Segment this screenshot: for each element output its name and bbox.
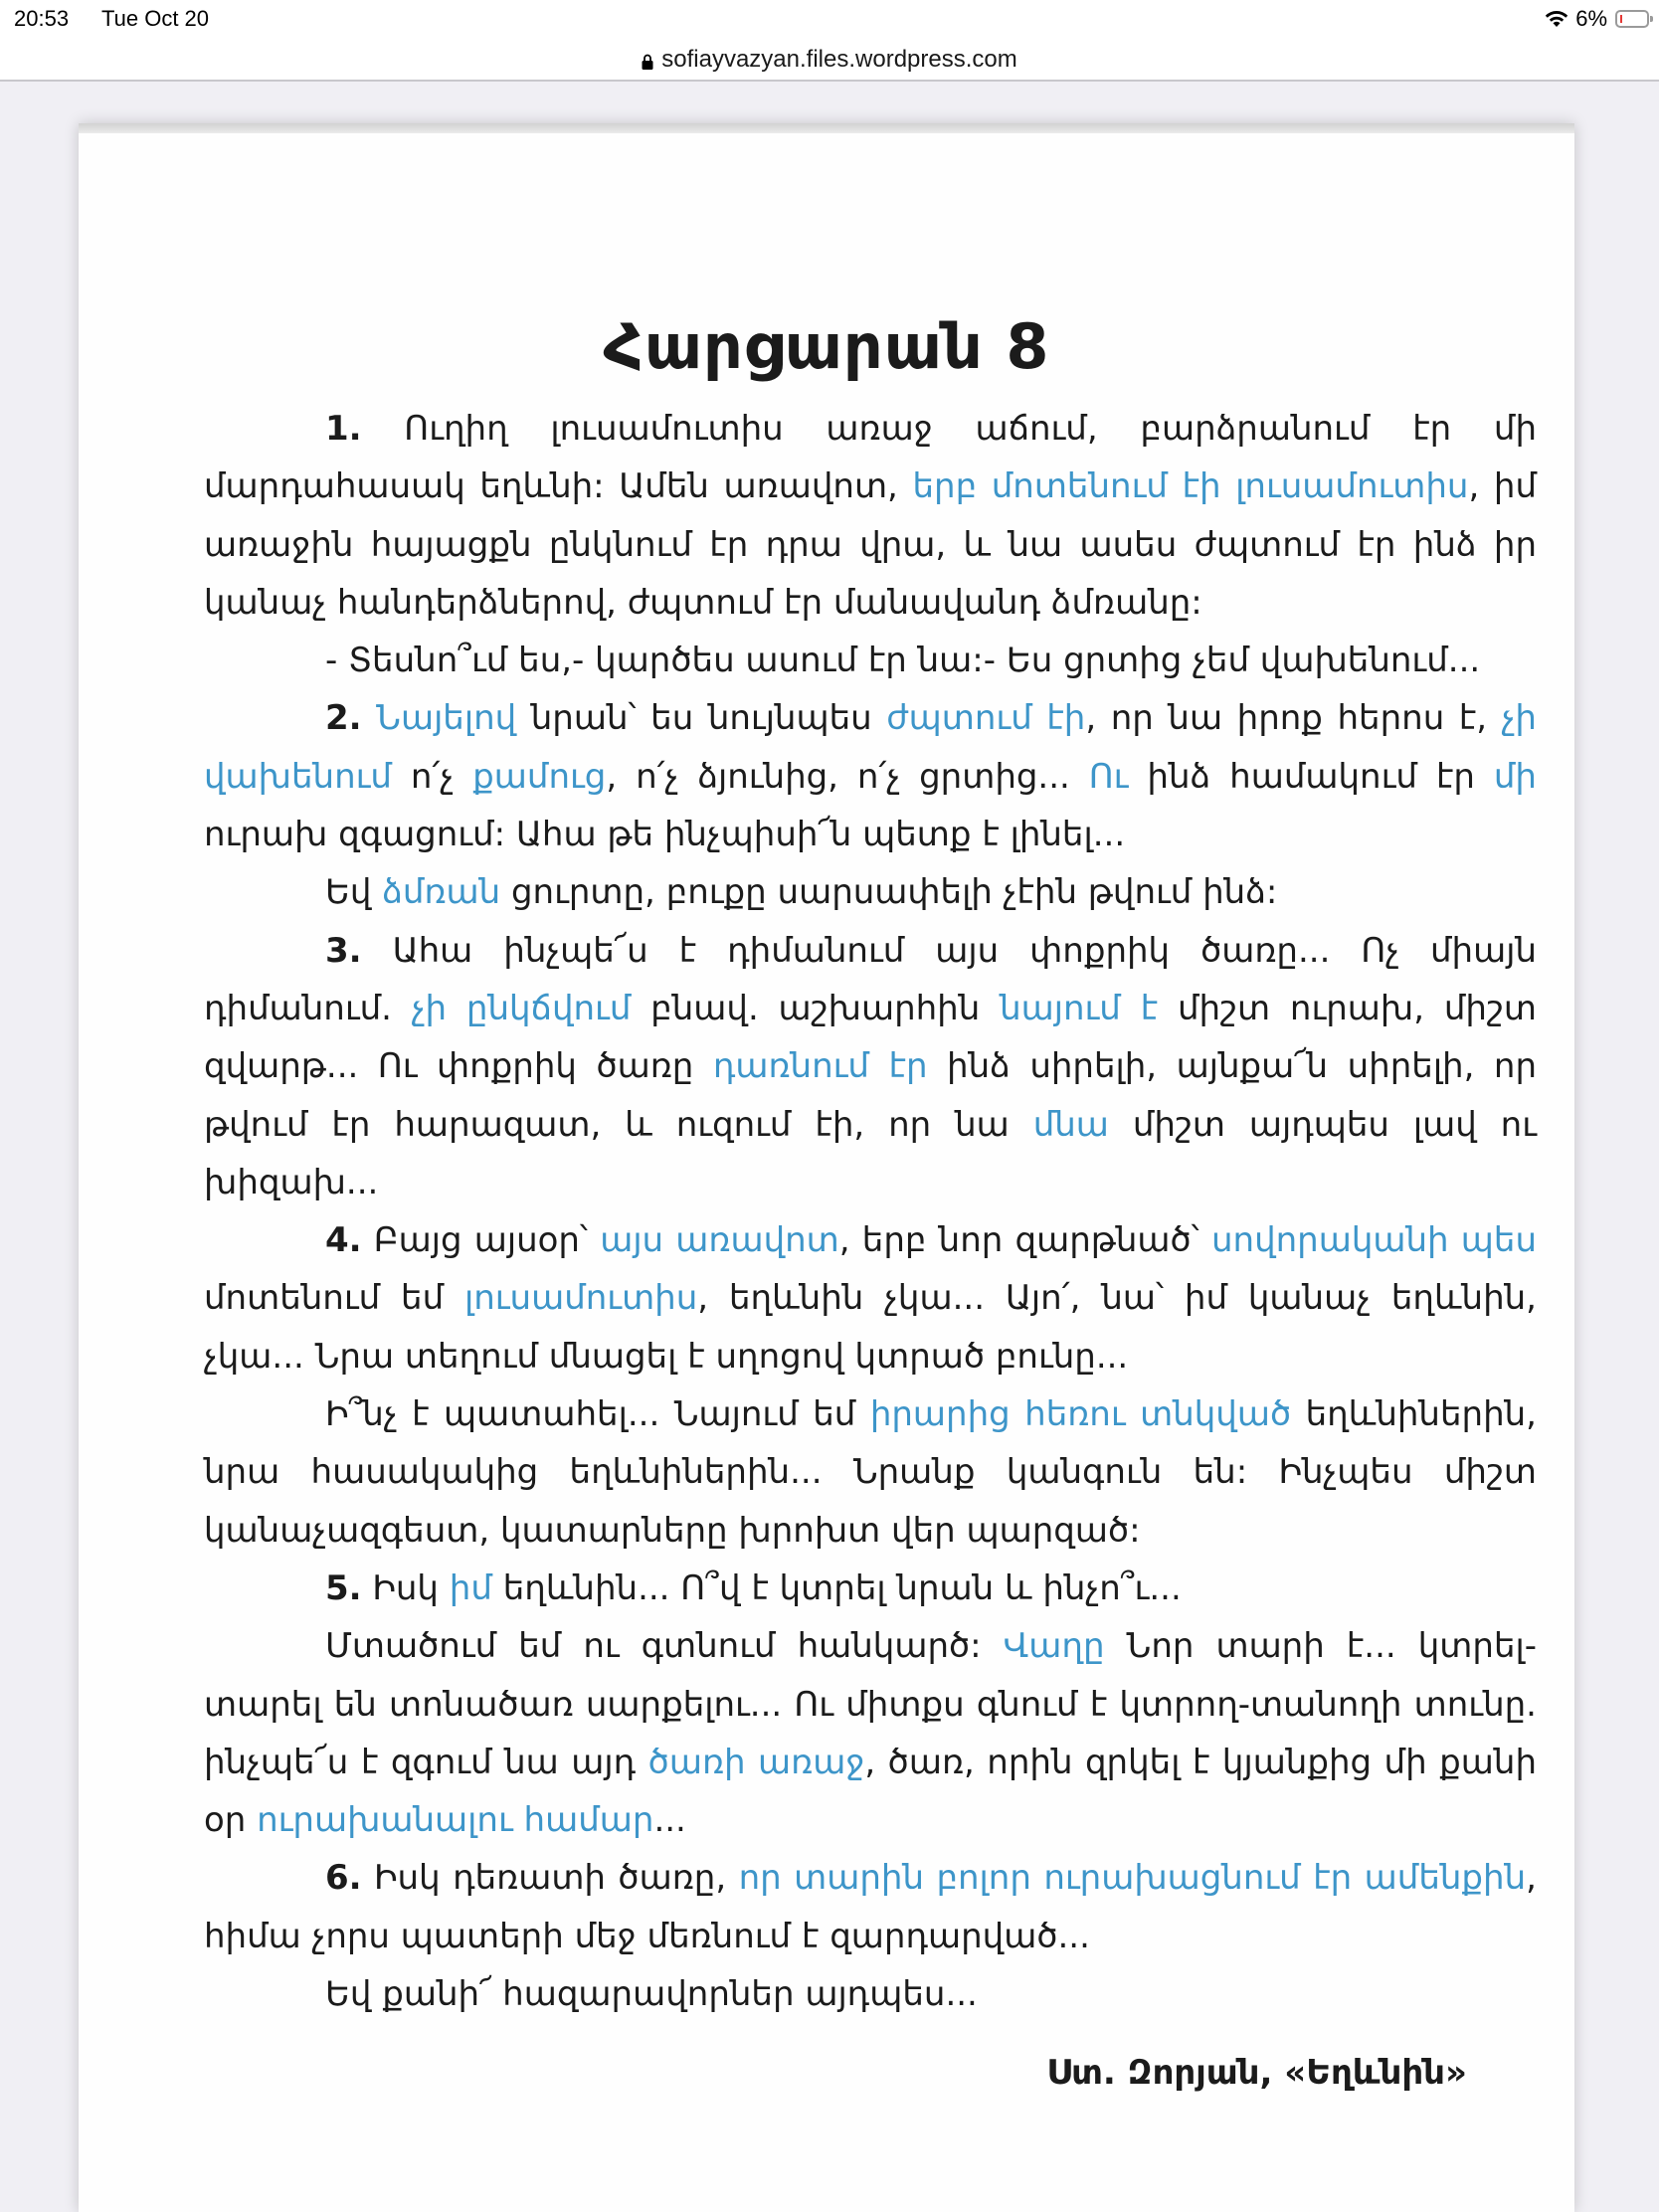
highlighted-phrase: մնա: [1032, 1104, 1109, 1145]
text-segment: Ուղիղ լուսամուտիս առաջ աճում, բարձրանում էր մի մարդահասակ եղևնի: Ամեն առավոտ,: [204, 409, 1537, 507]
text-segment: , երբ նոր զարթնած՝: [838, 1220, 1211, 1261]
highlighted-phrase: քամուց: [472, 756, 607, 797]
text-segment: Մտածում եմ ու գտնում հանկարծ:: [325, 1626, 1004, 1667]
paragraph: [204, 1560, 1537, 1617]
text-segment: եղևնիներին, նրա հասակակից եղևնիներին... Նրանք կանգուն են: Ինչպես միշտ կանաչազգեստ, կատարները խրոխտ վեր պարզած:: [204, 1394, 1537, 1551]
highlighted-phrase: ժպտում էի: [886, 698, 1086, 739]
text-segment: ինձ սիրելի, այնքա՜ն սիրելի, որ թվում էր հարազատ, և ուզում էի, որ նա: [204, 1046, 1538, 1145]
text-segment: ...: [653, 1800, 686, 1841]
highlighted-phrase: որ տարին բոլոր ուրախացնում էր ամենքին: [738, 1858, 1527, 1899]
text-segment: միշտ ուրախ, միշտ զվարթ... Ու փոքրիկ ծառը: [204, 988, 1537, 1087]
status-date: Tue Oct 20: [101, 6, 210, 31]
battery-level-fill: [1620, 15, 1622, 23]
text-segment: բնավ. աշխարհին: [631, 988, 1001, 1028]
text-segment: , իմ առաջին հայացքն ընկնում էր դրա վրա, և նա ասես ժպտում էր ինձ իր կանաչ հանդերձներով, ժպտում էր մանավանդ ձմռանը:: [204, 466, 1537, 623]
text-segment: ուրախ զգացում: Ահա թե ինչպիսի՜ն պետք է լինել...: [204, 815, 1126, 855]
battery-icon: [1615, 10, 1649, 28]
text-segment: - Տեսնո՞ւմ ես,- կարծես ասում էր նա:- Ես ցրտից չեմ վախենում...: [325, 641, 1481, 681]
lock-icon: [642, 54, 653, 70]
status-time: 20:53: [14, 6, 70, 31]
highlighted-phrase: երբ մոտենում էի լուսամուտիս: [912, 466, 1469, 507]
paragraph: [204, 1849, 1537, 1965]
highlighted-phrase: ծառի առաջ: [647, 1742, 865, 1782]
status-bar: [0, 0, 1659, 40]
text-segment: Ահա ինչպե՜ս է դիմանում այս փոքրիկ ծառը... Ոչ միայն դիմանում.: [204, 930, 1537, 1028]
paragraph: [204, 863, 1537, 921]
page-edge: [79, 123, 1574, 133]
text-segment: , եղևնին չկա... Այո՛, նա՝ իմ կանաչ եղևնին, չկա... Նրա տեղում մնացել է սղոցով կտրած բունը...: [204, 1278, 1537, 1377]
battery-percent: 6%: [1575, 6, 1607, 31]
text-segment: ցուրտը, բուքը սարսափելի չէին թվում ինձ:: [500, 872, 1278, 913]
text-segment: Նոր տարի է... կտրել-տարել են տոնածառ սարքելու... Ու միտքս գնում է կտրող-տանողի տունը. ինչպե՜ս է զգում նա այդ: [204, 1626, 1537, 1782]
paragraph-number: 5.: [325, 1567, 362, 1608]
paragraph-number: 2.: [325, 698, 362, 739]
text-segment: ո՛չ: [391, 756, 473, 797]
paragraph: [204, 1617, 1537, 1849]
highlighted-phrase: սովորականի պես: [1210, 1220, 1538, 1261]
text-segment: Ի՞նչ է պատահել... Նայում եմ: [325, 1394, 870, 1435]
document-page: [79, 123, 1574, 2212]
highlighted-phrase: իրարից հեռու տնկված: [869, 1394, 1292, 1435]
text-segment: Իսկ դեռատի ծառը,: [361, 1858, 739, 1899]
highlighted-phrase: մի: [1493, 756, 1537, 797]
paragraph: [204, 922, 1537, 1211]
highlighted-phrase: նայում է: [1000, 988, 1159, 1028]
text-segment: , որ նա իրոք հերոս է,: [1085, 698, 1502, 739]
text-segment: ինձ համակում էր: [1128, 756, 1494, 797]
text-segment: , հիմա չորս պատերի մեջ մեռնում է զարդարված...: [204, 1858, 1537, 1956]
text-segment: միշտ այդպես լավ ու խիզախ...: [204, 1104, 1537, 1202]
highlighted-phrase: Նայելով: [376, 698, 517, 739]
highlighted-phrase: չի ընկճվում: [411, 988, 632, 1028]
status-indicators: [1544, 6, 1607, 32]
paragraph: [204, 1385, 1537, 1560]
paragraph-number: 6.: [325, 1858, 362, 1899]
text-segment: մոտենում եմ: [204, 1278, 464, 1319]
text-segment: Բայց այսօր՝: [361, 1220, 601, 1261]
highlighted-phrase: իմ: [449, 1567, 492, 1608]
highlighted-phrase: ուրախանալու համար: [257, 1800, 654, 1841]
text-segment: Եվ քանի՜ հազարավորներ այդպես...: [325, 1974, 978, 2015]
author-signature: Ստ. Զորյան, «Եղևնին»: [1046, 2053, 1467, 2093]
highlighted-phrase: այս առավոտ: [600, 1220, 839, 1261]
document-body: [204, 400, 1537, 2023]
wifi-icon: [1544, 9, 1569, 29]
paragraph: [204, 1211, 1537, 1385]
highlighted-phrase: լուսամուտիս: [463, 1278, 698, 1319]
paragraph: [204, 1965, 1537, 2023]
paragraph: [204, 632, 1537, 689]
text-segment: [362, 698, 377, 738]
paragraph: [204, 689, 1537, 863]
paragraph-number: 1.: [325, 409, 362, 449]
highlighted-phrase: դառնում էր: [712, 1046, 928, 1087]
text-segment: Իսկ: [361, 1567, 450, 1608]
paragraph: [204, 400, 1537, 632]
paragraph-number: 3.: [325, 930, 362, 971]
text-segment: նրան՝ ես նույնպես: [516, 698, 887, 739]
text-segment: եղևնին... Ո՞վ է կտրել նրան և ինչո՞ւ...: [491, 1567, 1182, 1608]
text-segment: Եվ: [325, 872, 383, 913]
text-segment: , ո՛չ ձյունից, ո՛չ ցրտից...: [606, 756, 1089, 797]
paragraph-number: 4.: [325, 1220, 362, 1261]
highlighted-phrase: ձմռան: [382, 872, 501, 913]
text-segment: , ծառ, որին զրկել է կյանքից մի քանի օր: [204, 1742, 1537, 1841]
highlighted-phrase: Վաղը: [1003, 1626, 1105, 1667]
url-text[interactable]: sofiayvazyan.files.wordpress.com: [661, 46, 1017, 73]
document-title: Հարցարան 8: [603, 310, 1050, 383]
highlighted-phrase: չի վախենում: [204, 698, 1537, 797]
highlighted-phrase: Ու: [1088, 756, 1129, 797]
address-bar[interactable]: [0, 40, 1659, 82]
